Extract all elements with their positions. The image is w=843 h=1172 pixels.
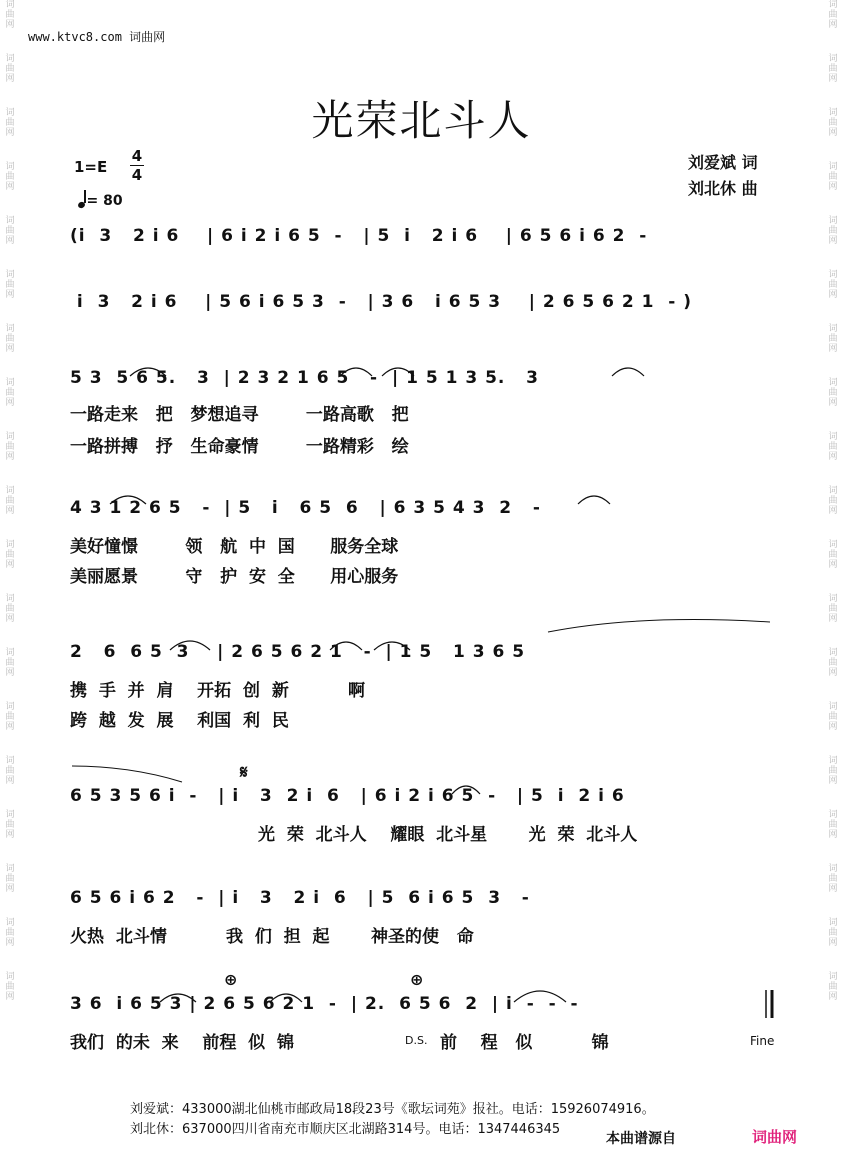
watermark-char: 曲 xyxy=(5,820,15,830)
slur-long-1 xyxy=(548,620,770,632)
watermark-char: 词 xyxy=(5,108,15,118)
watermark-char: 网 xyxy=(828,20,838,30)
watermark-char: 网 xyxy=(5,722,15,732)
notation-row-1: (i 3 2 i 6 | 6 i 2 i 6 5 - | 5 i 2 i 6 | 6 5 6 i 6 2 - xyxy=(70,226,648,246)
key-signature: 1=E xyxy=(74,158,108,176)
watermark-char: 词 xyxy=(828,540,838,550)
composer-credit: 刘北休 曲 xyxy=(688,179,758,198)
watermark-char: 曲 xyxy=(828,442,838,452)
watermark-char: 网 xyxy=(828,74,838,84)
slur-4 xyxy=(612,368,644,376)
tempo-value: = 80 xyxy=(86,193,123,209)
watermark-char: 曲 xyxy=(828,280,838,290)
watermark-char: 网 xyxy=(5,20,15,30)
fine-marking: Fine xyxy=(750,1034,775,1048)
slur-9 xyxy=(374,642,410,650)
notation-row-7: 6 5 6 i 6 2 - | i 3 2 i 6 | 5 6 i 6 5 3 - xyxy=(70,888,530,908)
lyric-line-3: 美好憧憬 领 航 中 国 服务全球 xyxy=(70,537,399,557)
lyric-line-8: 火热 北斗情 我 们 担 起 神圣的使 命 xyxy=(70,927,474,947)
watermark-char: 词 xyxy=(828,0,838,10)
watermark-char: 网 xyxy=(828,776,838,786)
watermark-char: 网 xyxy=(828,236,838,246)
slur-11 xyxy=(160,994,196,1002)
watermark-char: 曲 xyxy=(5,496,15,506)
notation-row-2: i 3 2 i 6 | 5 6 i 6 5 3 - | 3 6 i 6 5 3 | 2 6 5 6 2 1 - ) xyxy=(70,292,692,312)
watermark-char: 曲 xyxy=(828,982,838,992)
watermark-char: 曲 xyxy=(828,874,838,884)
watermark-char: 网 xyxy=(5,560,15,570)
watermark-char: 曲 xyxy=(828,820,838,830)
watermark-char: 网 xyxy=(5,506,15,516)
watermark-char: 网 xyxy=(828,992,838,1002)
watermark-char: 曲 xyxy=(828,172,838,182)
watermark-char: 曲 xyxy=(5,442,15,452)
watermark-char: 曲 xyxy=(828,334,838,344)
watermark-char: 曲 xyxy=(5,334,15,344)
slur-6 xyxy=(578,496,610,504)
watermark-char: 网 xyxy=(828,884,838,894)
watermark-char: 词 xyxy=(828,810,838,820)
notation-row-4: 4 3 1 2 6 5 - | 5 i 6 5 6 | 6 3 5 4 3 2 - xyxy=(70,498,541,518)
watermark-char: 网 xyxy=(828,668,838,678)
slur-1 xyxy=(130,368,166,376)
watermark-char: 曲 xyxy=(828,10,838,20)
footer-line-1: 刘爱斌：433000湖北仙桃市邮政局18段23号《歌坛词苑》报社。电话：15926074916。 xyxy=(130,1102,655,1117)
watermark-char: 词 xyxy=(828,756,838,766)
lyric-line-4: 美丽愿景 守 护 安 全 用心服务 xyxy=(70,567,399,587)
watermark-char: 曲 xyxy=(5,388,15,398)
watermark-char: 曲 xyxy=(5,712,15,722)
watermark-char: 曲 xyxy=(828,550,838,560)
watermark-char: 曲 xyxy=(5,280,15,290)
ds-marking: D.S. xyxy=(405,1034,428,1047)
watermark-char: 词 xyxy=(828,864,838,874)
lyric-line-9: 我们 的未 来 前程 似 锦 xyxy=(70,1033,295,1053)
watermark-char: 网 xyxy=(5,398,15,408)
slur-13 xyxy=(514,991,566,1002)
watermark-char: 词 xyxy=(828,162,838,172)
watermark-char: 词 xyxy=(5,648,15,658)
watermark-char: 曲 xyxy=(828,712,838,722)
slur-8 xyxy=(330,642,362,650)
watermark-char: 词 xyxy=(828,432,838,442)
watermark-char: 词 xyxy=(5,54,15,64)
notation-row-5: 2 6 6 5 3 | 2 6 5 6 2 1 - | 1 5 1 3 6 5 xyxy=(70,642,526,662)
watermark-char: 词 xyxy=(5,810,15,820)
watermark-char: 曲 xyxy=(828,64,838,74)
watermark-char: 曲 xyxy=(5,928,15,938)
watermark-char: 词 xyxy=(5,918,15,928)
watermark-char: 曲 xyxy=(5,118,15,128)
slur-7 xyxy=(170,641,210,650)
watermark-char: 词 xyxy=(5,270,15,280)
watermark-char: 词 xyxy=(5,0,15,10)
notation-row-8: 3 6 i 6 5 3 | 2 6 5 6 2 1 - | 2. 6 5 6 2 | i - - - xyxy=(70,994,579,1014)
watermark-char: 词 xyxy=(5,540,15,550)
watermark-char: 网 xyxy=(5,614,15,624)
watermark-char: 曲 xyxy=(828,604,838,614)
watermark-char: 网 xyxy=(5,938,15,948)
lyric-line-7: 光 荣 北斗人 耀眼 北斗星 光 荣 北斗人 xyxy=(258,825,638,845)
watermark-char: 曲 xyxy=(5,604,15,614)
watermark-char: 网 xyxy=(5,830,15,840)
footer-line-2: 刘北休：637000四川省南充市顺庆区北湖路314号。电话：1347446345 xyxy=(130,1122,561,1137)
lyric-line-10: 前 程 似 锦 xyxy=(440,1033,609,1053)
watermark-char: 网 xyxy=(5,884,15,894)
watermark-char: 词 xyxy=(5,216,15,226)
watermark-char: 词 xyxy=(828,486,838,496)
watermark-char: 曲 xyxy=(5,766,15,776)
slur-long-2 xyxy=(72,766,182,782)
watermark-char: 曲 xyxy=(5,10,15,20)
watermark-char: 词 xyxy=(828,378,838,388)
watermark-char: 曲 xyxy=(828,388,838,398)
watermark-char: 词 xyxy=(5,864,15,874)
watermark-char: 词 xyxy=(5,324,15,334)
watermark-char: 词 xyxy=(5,486,15,496)
watermark-char: 网 xyxy=(828,128,838,138)
watermark-char: 网 xyxy=(5,128,15,138)
watermark-char: 网 xyxy=(5,344,15,354)
watermark-char: 网 xyxy=(5,452,15,462)
time-top: 4 xyxy=(131,147,143,165)
watermark-char: 词 xyxy=(828,918,838,928)
watermark-char: 网 xyxy=(5,290,15,300)
lyric-line-5: 携 手 并 肩 开拓 创 新 啊 xyxy=(70,681,366,701)
watermark-char: 曲 xyxy=(828,658,838,668)
watermark-char: 词 xyxy=(828,648,838,658)
watermark-char: 网 xyxy=(5,992,15,1002)
slur-2 xyxy=(340,368,372,376)
watermark-char: 曲 xyxy=(828,226,838,236)
watermark-char: 词 xyxy=(828,594,838,604)
watermark-char: 词 xyxy=(828,270,838,280)
watermark-char: 网 xyxy=(828,560,838,570)
watermark-char: 网 xyxy=(828,452,838,462)
watermark-char: 词 xyxy=(5,594,15,604)
watermark-char: 网 xyxy=(828,614,838,624)
watermark-char: 曲 xyxy=(5,550,15,560)
coda-sign-1: ⊕ xyxy=(224,970,238,989)
watermark-char: 曲 xyxy=(5,64,15,74)
slur-5 xyxy=(110,496,146,504)
watermark-char: 曲 xyxy=(5,658,15,668)
watermark-char: 词 xyxy=(828,324,838,334)
coda-sign-2: ⊕ xyxy=(410,970,424,989)
watermark-char: 曲 xyxy=(5,982,15,992)
slur-3 xyxy=(382,368,414,376)
watermark-char: 网 xyxy=(828,182,838,192)
notation-row-3: 5 3 5 6 5. 3 | 2 3 2 1 6 5 - | 1 5 1 3 5. 3 xyxy=(70,368,539,388)
watermark-char: 曲 xyxy=(828,496,838,506)
site-url[interactable]: www.ktvc8.com 词曲网 xyxy=(28,30,166,44)
watermark-char: 网 xyxy=(828,938,838,948)
watermark-char: 网 xyxy=(828,398,838,408)
watermark-char: 网 xyxy=(5,668,15,678)
watermark-char: 网 xyxy=(828,290,838,300)
watermark-char: 词 xyxy=(828,108,838,118)
watermark-char: 网 xyxy=(828,722,838,732)
slur-10 xyxy=(452,786,480,794)
watermark-char: 词 xyxy=(5,702,15,712)
lyric-line-6: 跨 越 发 展 利国 利 民 xyxy=(70,711,289,731)
watermark-char: 词 xyxy=(5,756,15,766)
watermark-char: 曲 xyxy=(828,766,838,776)
lyric-line-1: 一路走来 把 梦想追寻 一路高歌 把 xyxy=(70,405,409,425)
watermark-char: 词 xyxy=(5,162,15,172)
watermark-char: 网 xyxy=(5,74,15,84)
watermark-char: 曲 xyxy=(828,928,838,938)
watermark-char: 网 xyxy=(5,776,15,786)
song-title: 光荣北斗人 xyxy=(311,96,532,145)
watermark-char: 曲 xyxy=(828,118,838,128)
watermark-char: 网 xyxy=(5,182,15,192)
watermark-char: 网 xyxy=(5,236,15,246)
lyric-line-2: 一路拼搏 抒 生命豪情 一路精彩 绘 xyxy=(70,437,409,457)
watermark-char: 网 xyxy=(828,830,838,840)
watermark-char: 曲 xyxy=(5,172,15,182)
notation-row-6: 6 5 3 5 6 i - | i 3 2 i 6 | 6 i 2 i 6 5 - | 5 i 2 i 6 xyxy=(70,786,625,806)
time-bottom: 4 xyxy=(131,166,143,184)
lyricist-credit: 刘爱斌 词 xyxy=(688,153,758,172)
watermark-char: 网 xyxy=(828,506,838,516)
slur-12 xyxy=(270,994,302,1002)
watermark-char: 词 xyxy=(5,432,15,442)
watermark-char: 词 xyxy=(828,972,838,982)
source-site-link[interactable]: 词曲网 xyxy=(752,1128,798,1146)
source-label: 本曲谱源自 xyxy=(606,1131,676,1147)
watermark-char: 词 xyxy=(828,702,838,712)
watermark-char: 曲 xyxy=(5,226,15,236)
segno-sign: 𝄋 xyxy=(240,762,248,783)
watermark-char: 词 xyxy=(828,54,838,64)
watermark-char: 词 xyxy=(5,972,15,982)
watermark-char: 曲 xyxy=(5,874,15,884)
watermark-char: 词 xyxy=(828,216,838,226)
watermark-char: 词 xyxy=(5,378,15,388)
watermark-char: 网 xyxy=(828,344,838,354)
